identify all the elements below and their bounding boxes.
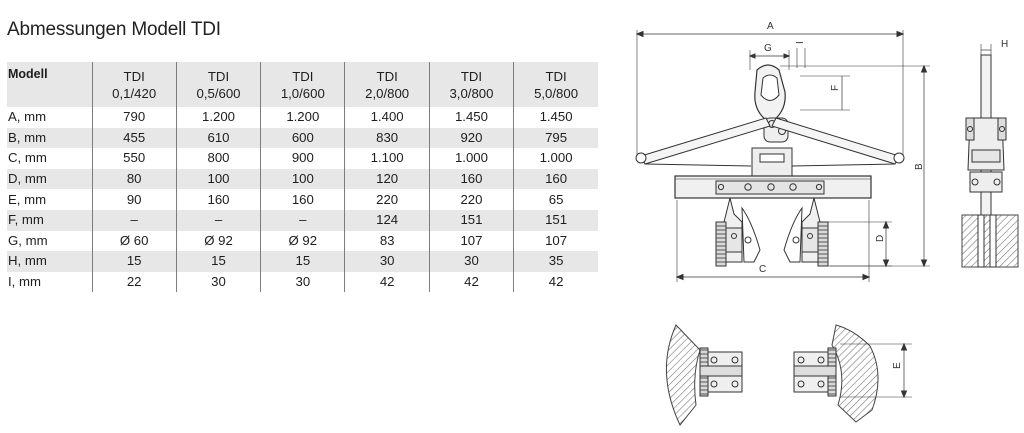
front-view (636, 30, 930, 282)
page-title: Abmessungen Modell TDI (7, 19, 221, 40)
table-cell: 30 (345, 251, 429, 272)
table-cell: 830 (345, 128, 429, 149)
table-cell: 900 (261, 148, 345, 169)
side-view (962, 44, 1018, 267)
table-cell: 124 (345, 210, 429, 231)
table-cell: 1.200 (176, 107, 260, 128)
table-cell: 920 (429, 128, 513, 149)
dim-label-g: G (764, 43, 772, 54)
table-cell: 160 (514, 169, 598, 190)
table-cell: 83 (345, 231, 429, 252)
model-header: TDI 0,5/600 (176, 62, 260, 107)
row-label: G, mm (8, 232, 48, 248)
table-cell: 30 (261, 272, 345, 293)
model-header: TDI 1,0/600 (261, 62, 345, 107)
table-cell: 1.000 (514, 148, 598, 169)
table-cell: 107 (429, 231, 513, 252)
table-cell: 22 (92, 272, 176, 293)
model-header: TDI 2,0/800 (345, 62, 429, 107)
dim-label-c: C (759, 264, 767, 275)
row-label: A, mm (8, 109, 47, 125)
table-cell: 65 (514, 189, 598, 210)
table-cell: – (176, 210, 260, 231)
table-cell: 30 (429, 251, 513, 272)
table-cell: 1.450 (429, 107, 513, 128)
row-label: E, mm (8, 191, 47, 207)
dim-label-h: H (1001, 39, 1009, 50)
model-header: TDI 3,0/800 (429, 62, 513, 107)
table-cell: 550 (92, 148, 176, 169)
row-label: D, mm (8, 171, 47, 187)
model-header: TDI 0,1/420 (92, 62, 176, 107)
dim-label-i: I (795, 41, 806, 44)
table-cell: 600 (261, 128, 345, 149)
table-cell: – (92, 210, 176, 231)
table-cell: 610 (176, 128, 260, 149)
dim-label-e: E (892, 362, 903, 369)
table-cell: 42 (514, 272, 598, 293)
table-cell: 795 (514, 128, 598, 149)
model-header: TDI 5,0/800 (514, 62, 598, 107)
table-cell: 160 (176, 189, 260, 210)
table-cell: 800 (176, 148, 260, 169)
table-cell: 90 (92, 189, 176, 210)
table-cell: Ø 92 (261, 231, 345, 252)
table-cell: 160 (261, 189, 345, 210)
detail-views (666, 325, 912, 425)
table-cell: Ø 60 (92, 231, 176, 252)
table-cell: 30 (176, 272, 260, 293)
dim-label-a: A (767, 21, 774, 32)
dim-label-b: B (914, 163, 925, 170)
table-cell: 42 (345, 272, 429, 293)
table-cell: 15 (176, 251, 260, 272)
table-cell: 15 (92, 251, 176, 272)
table-cell: 220 (429, 189, 513, 210)
row-label: F, mm (8, 212, 44, 228)
table-cell: 160 (429, 169, 513, 190)
row-label: B, mm (8, 129, 47, 145)
table-cell: 100 (176, 169, 260, 190)
table-cell: 42 (429, 272, 513, 293)
row-label: H, mm (8, 253, 47, 269)
table-cell: 1.200 (261, 107, 345, 128)
table-cell: 455 (92, 128, 176, 149)
table-cell: 120 (345, 169, 429, 190)
table-cell: 220 (345, 189, 429, 210)
table-cell: 80 (92, 169, 176, 190)
dim-label-f: F (830, 84, 841, 91)
dim-label-d: D (875, 234, 886, 242)
table-cell: 790 (92, 107, 176, 128)
corner-header: Modell (8, 67, 48, 81)
row-label: I, mm (8, 274, 41, 290)
table-cell: Ø 92 (176, 231, 260, 252)
table-cell: 107 (514, 231, 598, 252)
table-cell: 151 (429, 210, 513, 231)
table-cell: – (261, 210, 345, 231)
row-label: C, mm (8, 150, 47, 166)
table-cell: 1.100 (345, 148, 429, 169)
table-cell: 1.450 (514, 107, 598, 128)
table-cell: 1.400 (345, 107, 429, 128)
table-cell: 1.000 (429, 148, 513, 169)
table-cell: 100 (261, 169, 345, 190)
table-cell: 15 (261, 251, 345, 272)
table-cell: 35 (514, 251, 598, 272)
table-cell: 151 (514, 210, 598, 231)
